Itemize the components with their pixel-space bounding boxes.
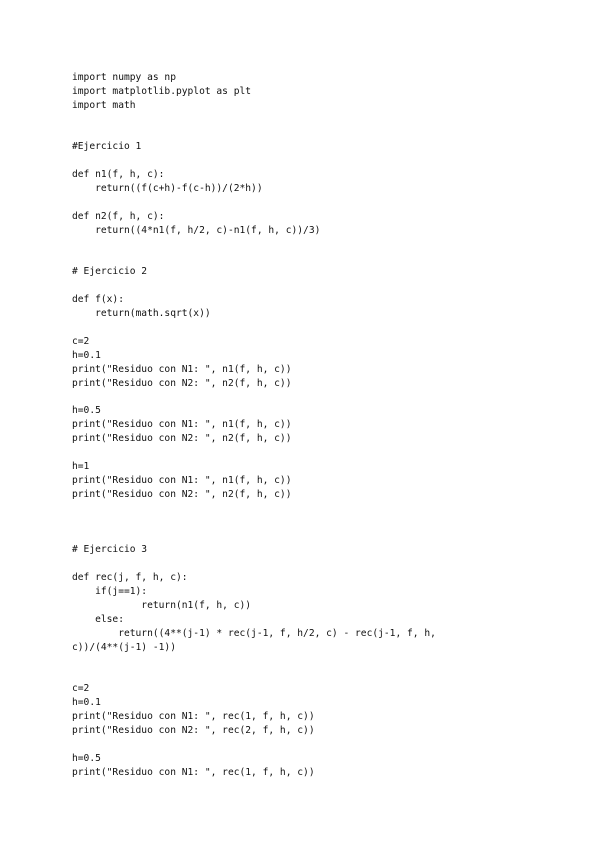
- code-line: def n1(f, h, c):: [72, 169, 165, 181]
- code-line: return((4**(j-1) * rec(j-1, f, h/2, c) - rec(j-1, f, h,: [72, 627, 436, 639]
- code-line: [72, 113, 572, 127]
- code-line: [72, 557, 572, 571]
- code-line: h=0.5: [72, 752, 101, 764]
- code-line: [72, 668, 572, 682]
- code-line: print("Residuo con N1: ", n1(f, h, c)): [72, 363, 292, 375]
- code-line: #Ejercicio 1: [72, 141, 142, 153]
- code-line: [72, 154, 572, 168]
- code-line: [72, 446, 572, 460]
- code-line: [72, 529, 572, 543]
- code-line: [72, 252, 572, 266]
- code-line: # Ejercicio 2: [72, 266, 148, 278]
- code-line: print("Residuo con N2: ", n2(f, h, c)): [72, 433, 292, 445]
- code-line: [72, 502, 572, 516]
- code-line: print("Residuo con N2: ", rec(2, f, h, c)): [72, 724, 315, 736]
- code-line: [72, 279, 572, 293]
- code-line: h=1: [72, 460, 90, 472]
- code-line: h=0.1: [72, 349, 101, 361]
- code-line: import math: [72, 99, 136, 111]
- code-line: if(j==1):: [72, 585, 148, 597]
- code-line: c=2: [72, 335, 90, 347]
- code-line: def f(x):: [72, 294, 124, 306]
- code-line: return(n1(f, h, c)): [72, 599, 252, 611]
- code-line: print("Residuo con N2: ", n2(f, h, c)): [72, 377, 292, 389]
- code-line: [72, 196, 572, 210]
- code-line: print("Residuo con N1: ", n1(f, h, c)): [72, 474, 292, 486]
- code-line: [72, 654, 572, 668]
- code-line: return((4*n1(f, h/2, c)-n1(f, h, c))/3): [72, 224, 321, 236]
- code-line: return((f(c+h)-f(c-h))/(2*h)): [72, 183, 263, 195]
- code-line: c=2: [72, 683, 90, 695]
- code-line: print("Residuo con N1: ", rec(1, f, h, c)): [72, 710, 315, 722]
- code-line: [72, 390, 572, 404]
- code-line: def n2(f, h, c):: [72, 210, 165, 222]
- code-line: import numpy as np: [72, 72, 176, 83]
- code-line: print("Residuo con N1: ", n1(f, h, c)): [72, 419, 292, 431]
- code-line: [72, 238, 572, 252]
- code-line: import matplotlib.pyplot as plt: [72, 85, 252, 97]
- code-line: print("Residuo con N1: ", rec(1, f, h, c)): [72, 766, 315, 778]
- code-line: else:: [72, 613, 124, 625]
- code-line: [72, 127, 572, 141]
- code-line: # Ejercicio 3: [72, 544, 148, 556]
- code-line: [72, 738, 572, 752]
- code-line: c))/(4**(j-1) -1)): [72, 641, 176, 653]
- code-line: [72, 321, 572, 335]
- code-line: print("Residuo con N2: ", n2(f, h, c)): [72, 488, 292, 500]
- code-line: return(math.sqrt(x)): [72, 308, 211, 320]
- code-line: h=0.5: [72, 405, 101, 417]
- code-line: def rec(j, f, h, c):: [72, 572, 188, 584]
- code-line: h=0.1: [72, 697, 101, 709]
- code-line: [72, 516, 572, 530]
- code-listing: [72, 71, 572, 779]
